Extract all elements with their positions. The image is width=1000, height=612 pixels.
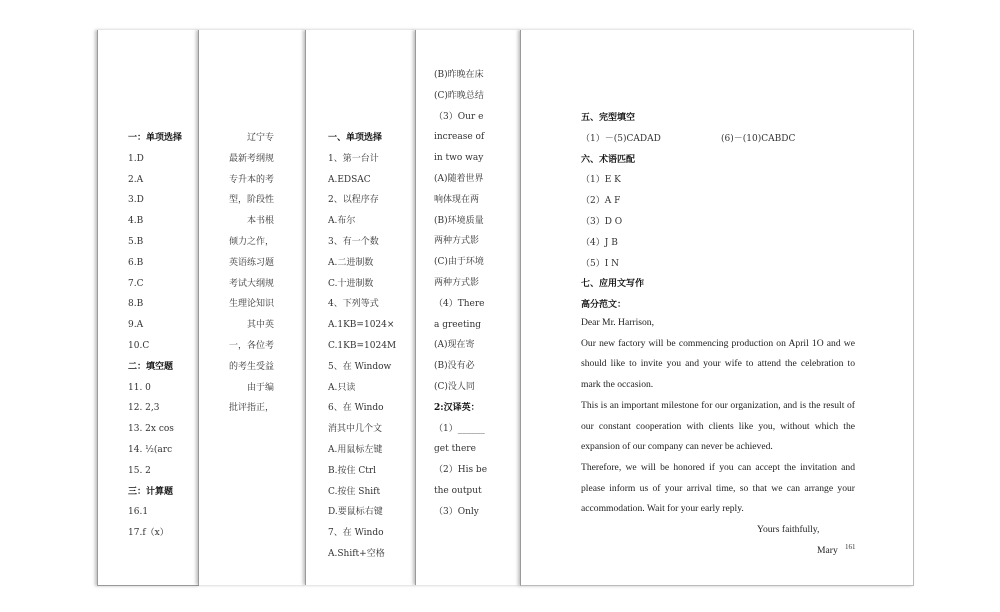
text-line: 3.D xyxy=(128,195,144,206)
text-line: increase of xyxy=(434,132,485,143)
text-line: 英语练习题 xyxy=(229,257,275,268)
match-item: （5）I N xyxy=(581,258,620,269)
text-line: 考试大纲规 xyxy=(229,278,275,289)
text-line: 4、下列等式 xyxy=(328,299,379,310)
text-line: 1、第一台计 xyxy=(328,153,379,164)
section-heading: 七、应用文写作 xyxy=(581,279,645,290)
text-line: 7.C xyxy=(128,278,144,289)
section-heading: 五、完型填空 xyxy=(581,113,636,123)
text-line: 一，各位考 xyxy=(229,340,275,351)
page-3 xyxy=(305,30,416,585)
text-line: (B)没有必 xyxy=(434,361,475,372)
text-line: 三：计算题 xyxy=(128,486,174,497)
text-line: get there xyxy=(434,444,476,455)
page-2 xyxy=(198,30,306,585)
text-line: 由于编 xyxy=(247,382,275,393)
text-line: 14. ½(arc xyxy=(128,444,173,455)
model-label: 高分范文： xyxy=(581,300,627,311)
text-line: 5、在 Window xyxy=(328,361,392,372)
translation-list xyxy=(434,65,487,523)
paragraph: This is an important milestone for our organization, and is the result of our constant cooperation with clients like you, without which the expansion of our company can never be achieved. xyxy=(581,399,855,453)
text-line: 1.D xyxy=(128,153,144,164)
text-line: A.1KB=1024× xyxy=(328,320,395,331)
text-line: 17.f（x） xyxy=(128,528,169,539)
text-line: 3、有一个数 xyxy=(328,236,379,247)
text-line: 二：填空题 xyxy=(128,361,174,372)
signature: Mary xyxy=(817,544,838,556)
text-line: (C)由于环境 xyxy=(434,257,484,268)
cloze-a: （1）－(5)CADAD xyxy=(581,133,661,144)
text-line: 辽宁专 xyxy=(247,133,275,143)
page-5 xyxy=(520,30,914,586)
text-line: （1）______ xyxy=(434,423,485,434)
text-line: A.布尔 xyxy=(328,216,356,227)
text-line: in two way xyxy=(434,153,484,164)
text-line: 其中英 xyxy=(247,320,275,331)
text-line: 16.1 xyxy=(128,507,149,518)
text-line: （2）His be xyxy=(434,465,488,476)
text-line: （3）Our e xyxy=(434,111,484,122)
paragraph: Our new factory will be commencing production on April 1O and we should like to invite you and your wife to attend the celebration to mark the occasion. xyxy=(581,337,855,391)
text-line: 本书根 xyxy=(247,216,275,227)
text-line: 9.A xyxy=(128,320,144,331)
text-line: A.Shift+空格 xyxy=(328,548,385,559)
text-line: 的考生受益 xyxy=(229,361,275,372)
text-line: 6.B xyxy=(128,257,144,268)
text-line: 4.B xyxy=(128,216,144,227)
text-line: C.按住 Shift xyxy=(328,486,381,497)
text-line: D.要鼠标右键 xyxy=(328,507,383,518)
text-line: 批评指正， xyxy=(229,403,275,414)
text-line: C.十进制数 xyxy=(328,278,374,289)
section-heading: 六、术语匹配 xyxy=(581,154,636,165)
cloze-b: (6)－(10)CABDC xyxy=(721,133,796,144)
text-line: 最新考纲规 xyxy=(229,153,275,164)
text-line: (A)现在寄 xyxy=(434,340,475,351)
page-4 xyxy=(415,30,521,585)
text-line: (B)环境质量 xyxy=(434,215,484,226)
text-line: 一：单项选择 xyxy=(128,133,183,143)
text-line: 型，阶段性 xyxy=(229,195,275,206)
match-item: （3）D O xyxy=(581,216,623,227)
preface-text xyxy=(229,128,274,419)
text-line: 两种方式影 xyxy=(434,236,480,247)
text-line: A.只读 xyxy=(328,382,356,393)
text-line: 13. 2x cos xyxy=(128,424,174,435)
text-line: 专升本的考 xyxy=(229,174,275,185)
salutation: Dear Mr. Harrison, xyxy=(581,317,654,328)
text-line: 2.A xyxy=(128,174,144,185)
text-line: 6、在 Windo xyxy=(328,403,384,414)
text-line: 生理论知识 xyxy=(229,299,275,310)
cloze-answers xyxy=(581,129,795,150)
text-line: （4）There xyxy=(434,298,485,309)
answer-list xyxy=(128,128,182,544)
page-number: 161 xyxy=(845,543,856,551)
text-line: （3）Only xyxy=(434,506,479,517)
paragraph: Therefore, we will be honored if you can accept the invitation and please inform us of your arrival time, so that we can arrange your accommodation. Wait for your early reply. xyxy=(581,461,855,515)
text-line: a greeting xyxy=(434,319,481,330)
text-line: the output xyxy=(434,485,482,496)
text-line: 8.B xyxy=(128,299,144,310)
text-line: (B)昨晚在床 xyxy=(434,70,484,80)
letter xyxy=(581,313,855,561)
closing: Yours faithfully, xyxy=(757,524,820,536)
text-line: 12. 2,3 xyxy=(128,403,160,414)
text-line: 10.C xyxy=(128,340,150,351)
question-list xyxy=(328,128,396,565)
text-line: 2:汉译英： xyxy=(434,402,480,413)
text-line: C.1KB=1024M xyxy=(328,340,397,351)
text-line: (C)昨晚总结 xyxy=(434,90,484,101)
match-item: （4）J B xyxy=(581,237,618,248)
text-line: 11. 0 xyxy=(128,382,151,393)
text-line: A.二进制数 xyxy=(328,257,374,268)
page-1 xyxy=(97,30,199,586)
text-line: (A)随着世界 xyxy=(434,173,484,184)
text-line: 倾力之作， xyxy=(229,236,275,247)
text-line: 5.B xyxy=(128,236,144,247)
text-line: B.按住 Ctrl xyxy=(328,465,377,476)
text-line: (C)没人同 xyxy=(434,381,475,392)
text-line: 7、在 Windo xyxy=(328,528,384,539)
text-line: 两种方式影 xyxy=(434,277,480,288)
text-line: 15. 2 xyxy=(128,465,151,476)
text-line: 消其中几个文 xyxy=(328,424,383,435)
match-item: （2）A F xyxy=(581,196,621,207)
text-line: 响体现在两 xyxy=(434,194,480,205)
answer-section xyxy=(581,108,795,316)
text-line: 一、单项选择 xyxy=(328,133,383,143)
text-line: A.用鼠标左键 xyxy=(328,444,383,455)
text-line: 2、以程序存 xyxy=(328,195,379,206)
text-line: A.EDSAC xyxy=(328,174,371,185)
match-item: （1）E K xyxy=(581,175,621,186)
